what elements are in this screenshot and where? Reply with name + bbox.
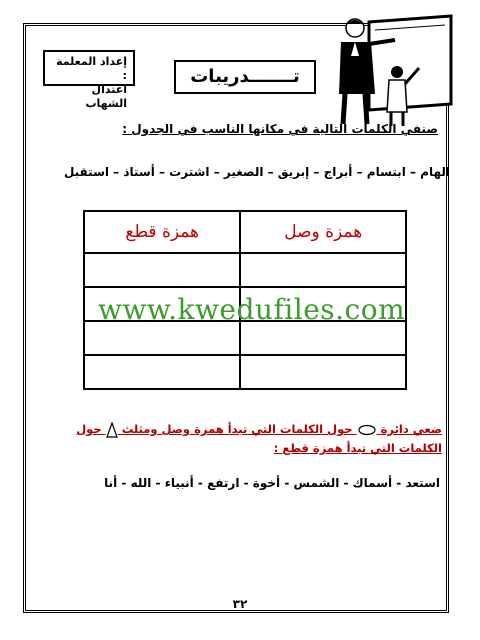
table-header-row <box>84 211 406 253</box>
table-row <box>84 253 406 287</box>
author-box <box>43 50 135 110</box>
website-watermark: www.kwedufiles.com <box>98 293 406 326</box>
answer-cell[interactable] <box>240 355 406 389</box>
circle-icon <box>357 424 377 436</box>
answer-cell[interactable] <box>84 355 240 389</box>
teacher-at-board-illustration <box>335 12 457 128</box>
answer-cell[interactable] <box>240 321 406 355</box>
task-two-part3: حول الكلمات التي تبدأ همزة قطع : <box>76 422 442 455</box>
word-list-one: الهام – ابتسام – أبراج – إبريق – الصغير – اشترت – أستاذ – استقبل <box>63 165 450 179</box>
triangle-icon <box>106 422 118 438</box>
table-row <box>84 321 406 355</box>
word-list-two: استعد - أسماك - الشمس - أخوة - ارتفع - أنبياء - الله - أنا <box>104 476 440 490</box>
answer-cell[interactable] <box>240 253 406 287</box>
table-row <box>84 355 406 389</box>
page-number: ٣٢ <box>232 597 248 611</box>
instruction-text: صنفي الكلمات التالية في مكانها الناسب في الجدول : <box>122 122 438 136</box>
author-name: اعتدال الشهاب <box>85 83 127 110</box>
task-two-instruction <box>62 420 442 458</box>
author-label: إعداد المعلمة : <box>56 55 127 82</box>
header-hamzat-qat: همزة قطع <box>84 211 240 253</box>
answer-cell[interactable] <box>84 321 240 355</box>
task-two-part1: ضعي دائرة <box>380 422 442 436</box>
worksheet-title: تـــــــدريبات <box>174 60 316 94</box>
answer-cell[interactable] <box>84 253 240 287</box>
task-two-part2: حول الكلمات التي تبدأ همزة وصل ومثلث <box>121 422 353 436</box>
header-hamzat-wasl: همزة وصل <box>240 211 406 253</box>
